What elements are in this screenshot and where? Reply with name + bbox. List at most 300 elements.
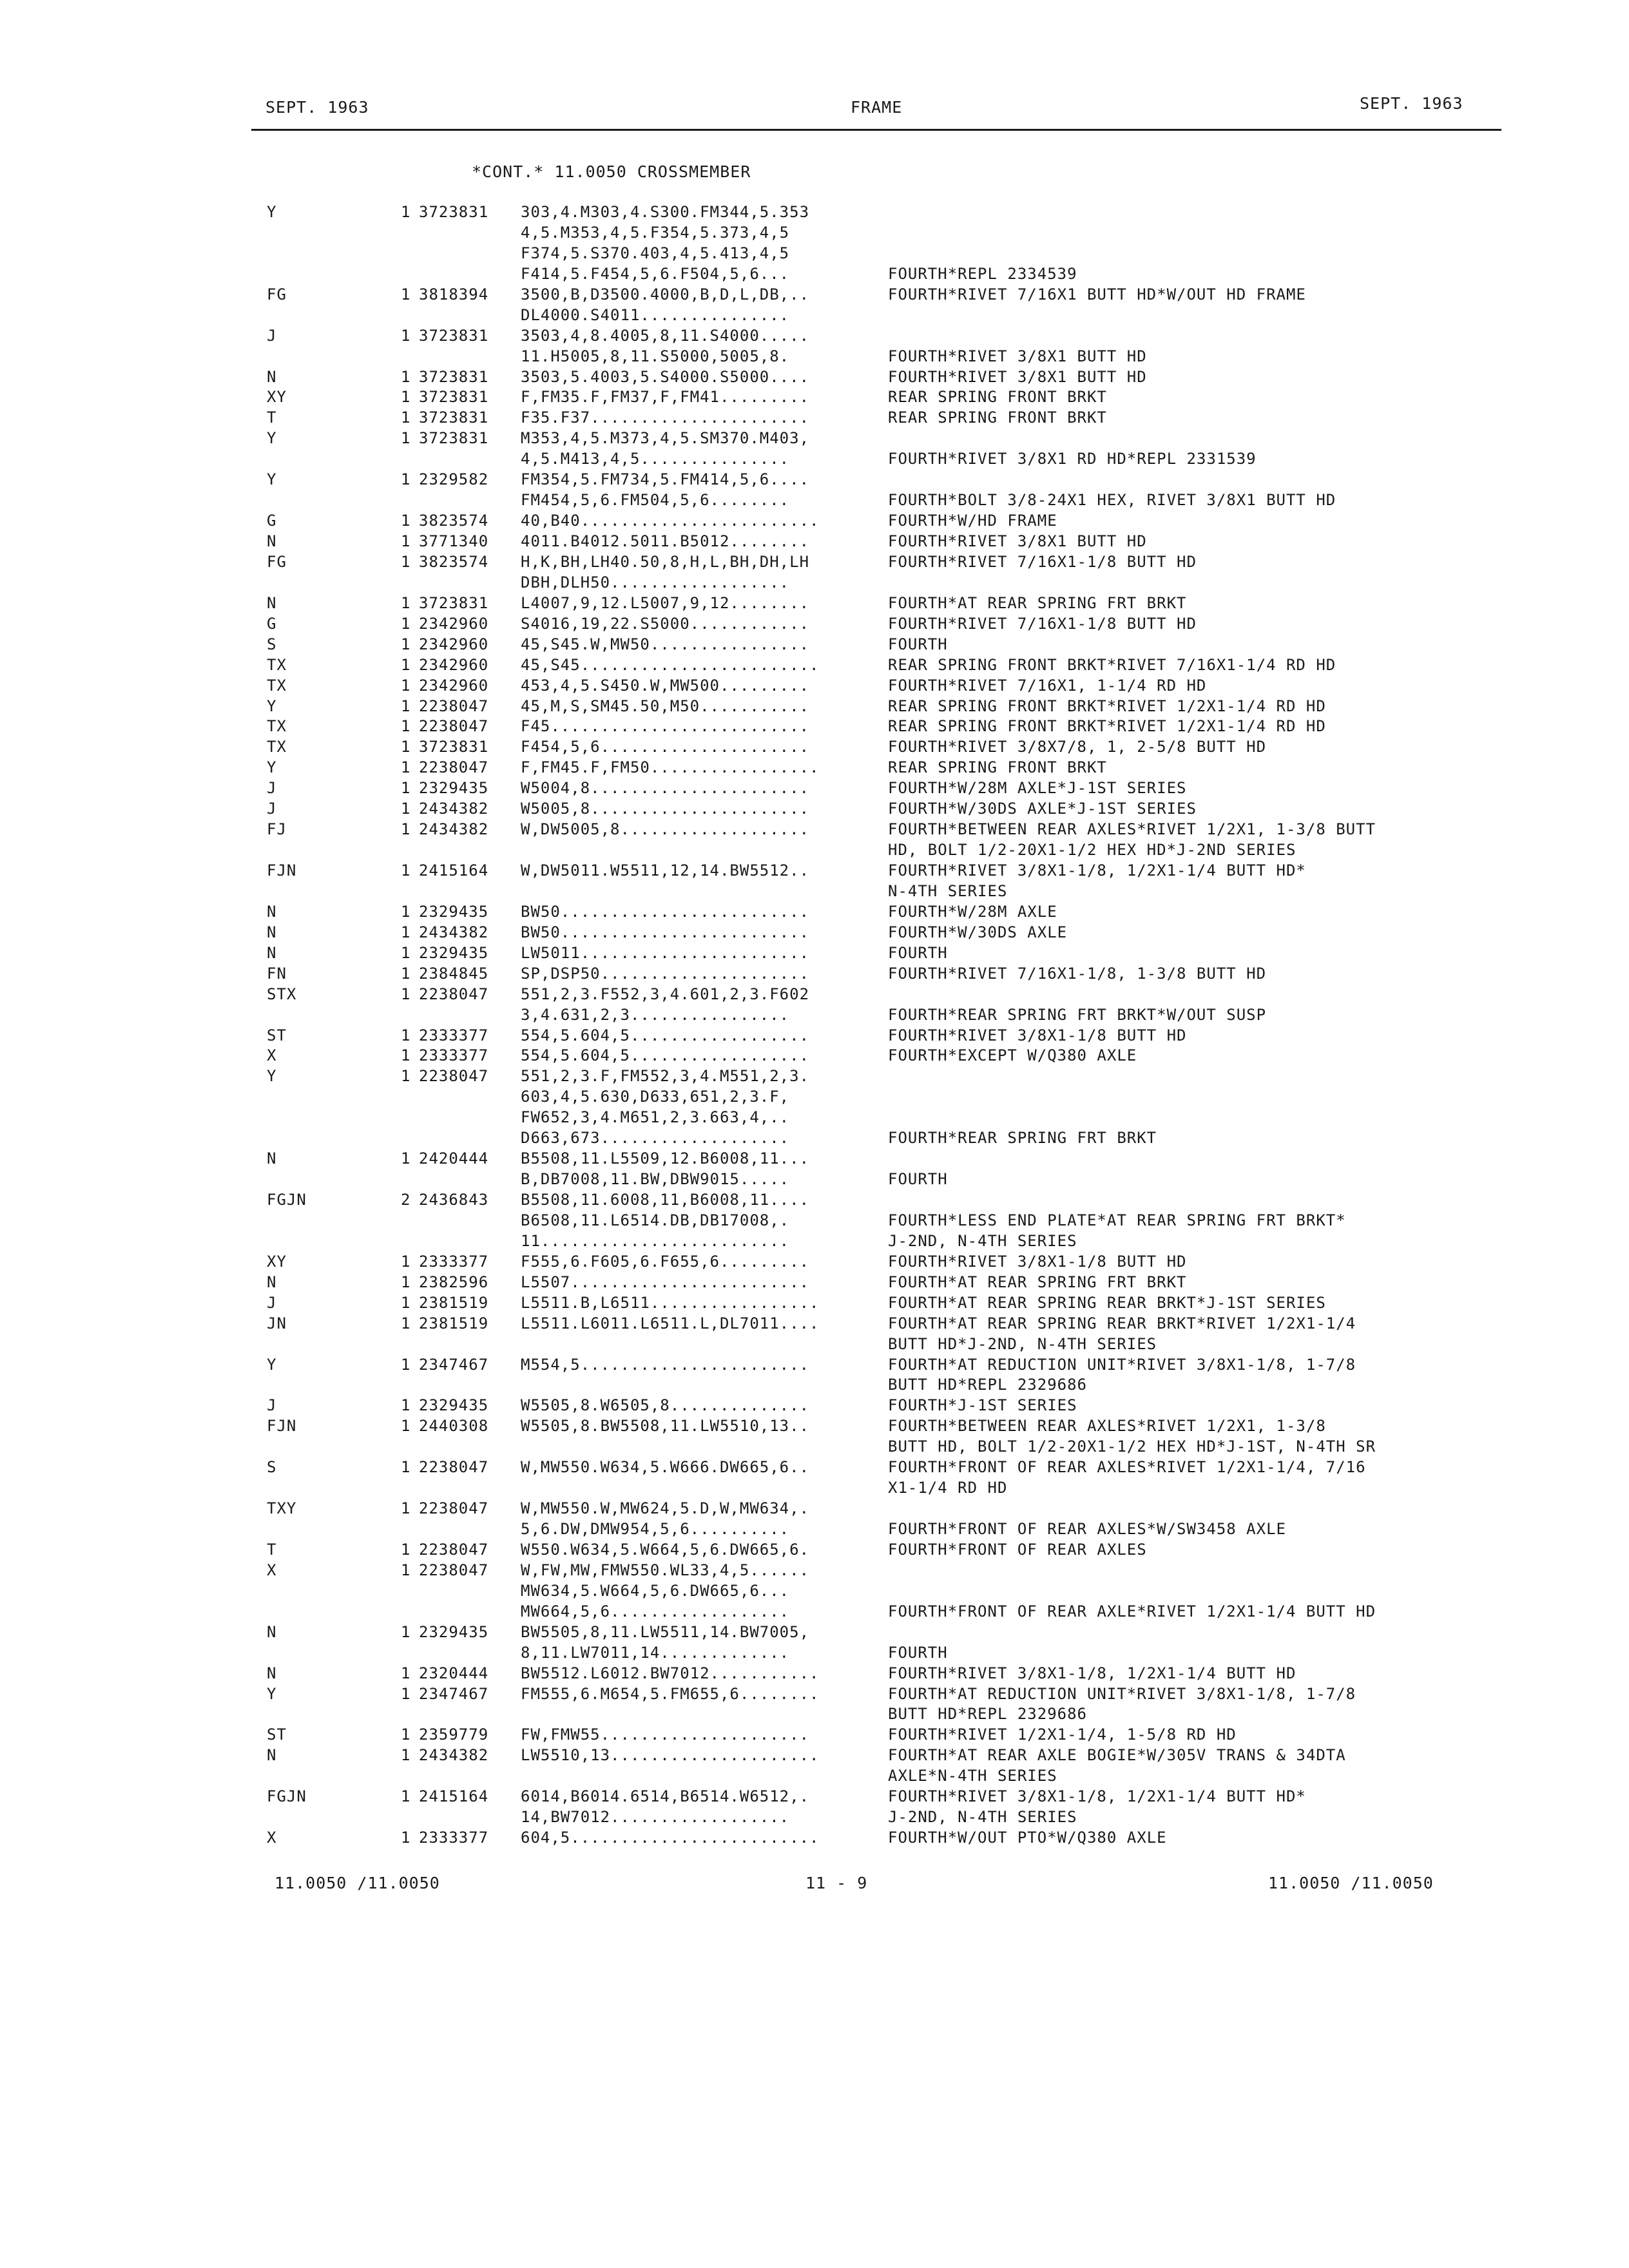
table-row — [0, 820, 1629, 840]
quantity: 1 — [401, 1293, 411, 1312]
part-number: 2415164 — [419, 861, 489, 879]
table-row — [0, 635, 1629, 655]
model-code: J — [267, 1396, 277, 1415]
quantity: 1 — [401, 738, 411, 756]
quantity: 1 — [401, 943, 411, 962]
table-row — [0, 840, 1629, 861]
application: 6014,B6014.6514,B6514.W6512,. — [521, 1787, 810, 1806]
model-code: TXY — [267, 1499, 297, 1518]
quantity: 1 — [401, 1664, 411, 1682]
application: W5005,8...................... — [521, 800, 810, 818]
table-row — [0, 1766, 1629, 1787]
header-section-title: FRAME — [851, 98, 903, 117]
model-code: N — [267, 1664, 277, 1682]
table-row — [0, 367, 1629, 388]
table-row — [0, 1478, 1629, 1499]
quantity: 1 — [401, 655, 411, 674]
description: FOURTH*W/30DS AXLE*J-1ST SERIES — [888, 800, 1197, 818]
model-code: Y — [267, 758, 277, 777]
part-number: 2347467 — [419, 1355, 489, 1374]
description: REAR SPRING FRONT BRKT*RIVET 1/2X1-1/4 RD HD — [888, 697, 1326, 715]
quantity: 1 — [401, 758, 411, 777]
quantity: 1 — [401, 203, 411, 221]
table-row — [0, 1807, 1629, 1828]
model-code: Y — [267, 1355, 277, 1374]
quantity: 1 — [401, 614, 411, 633]
table-row — [0, 1704, 1629, 1725]
table-row — [0, 1211, 1629, 1231]
quantity: 1 — [401, 367, 411, 386]
table-row — [0, 943, 1629, 964]
application: 4,5.M413,4,5............... — [521, 450, 790, 468]
application: 551,2,3.F,FM552,3,4.M551,2,3. — [521, 1067, 810, 1086]
description: FOURTH*AT REDUCTION UNIT*RIVET 3/8X1-1/8, 1-7/8 — [888, 1355, 1356, 1374]
description: FOURTH*RIVET 3/8X7/8, 1, 2-5/8 BUTT HD — [888, 738, 1267, 756]
part-number: 2434382 — [419, 923, 489, 941]
model-code: J — [267, 1293, 277, 1312]
table-row — [0, 490, 1629, 511]
table-row — [0, 1828, 1629, 1849]
model-code: N — [267, 1149, 277, 1168]
application: D663,673................... — [521, 1129, 790, 1148]
application: F45.......................... — [521, 717, 810, 736]
part-number: 3723831 — [419, 593, 489, 612]
application: 3503,5.4003,5.S4000.S5000.... — [521, 367, 810, 386]
quantity: 1 — [401, 820, 411, 839]
model-code: G — [267, 614, 277, 633]
part-number: 2333377 — [419, 1026, 489, 1044]
part-number: 2329582 — [419, 470, 489, 489]
table-row — [0, 1499, 1629, 1519]
model-code: N — [267, 532, 277, 550]
table-row — [0, 264, 1629, 285]
model-code: J — [267, 779, 277, 798]
description: FOURTH*RIVET 1/2X1-1/4, 1-5/8 RD HD — [888, 1725, 1237, 1744]
model-code: X — [267, 1829, 277, 1847]
description: HD, BOLT 1/2-20X1-1/2 HEX HD*J-2ND SERIES — [888, 841, 1296, 860]
description: FOURTH*RIVET 3/8X1 BUTT HD — [888, 532, 1147, 550]
description: J-2ND, N-4TH SERIES — [888, 1808, 1077, 1827]
footer-ref-left: 11.0050 /11.0050 — [275, 1874, 440, 1892]
application: LW5510,13..................... — [521, 1746, 820, 1765]
quantity: 1 — [401, 1046, 411, 1065]
model-code: ST — [267, 1725, 287, 1744]
application: 14,BW7012.................. — [521, 1808, 790, 1827]
table-row — [0, 1561, 1629, 1581]
part-number: 2238047 — [419, 985, 489, 1003]
table-row — [0, 573, 1629, 593]
application: S4016,19,22.S5000............ — [521, 614, 810, 633]
description: FOURTH*J-1ST SERIES — [888, 1396, 1077, 1415]
description: FOURTH*AT REDUCTION UNIT*RIVET 3/8X1-1/8, 1-7/8 — [888, 1684, 1356, 1703]
model-code: N — [267, 1746, 277, 1765]
table-row — [0, 1664, 1629, 1684]
application: 554,5.604,5.................. — [521, 1026, 810, 1044]
quantity: 1 — [401, 800, 411, 818]
application: 453,4,5.S450.W,MW500......... — [521, 676, 810, 695]
part-number: 2238047 — [419, 1067, 489, 1086]
table-row — [0, 1375, 1629, 1396]
quantity: 1 — [401, 717, 411, 736]
application: F35.F37...................... — [521, 408, 810, 427]
model-code: N — [267, 923, 277, 941]
model-code: T — [267, 408, 277, 427]
quantity: 2 — [401, 1191, 411, 1209]
quantity: 1 — [401, 985, 411, 1003]
model-code: N — [267, 1273, 277, 1291]
model-code: J — [267, 326, 277, 345]
application: H,K,BH,LH40.50,8,H,L,BH,DH,LH — [521, 552, 810, 571]
table-row — [0, 861, 1629, 881]
footer-page-number: 11 - 9 — [805, 1874, 868, 1892]
model-code: Y — [267, 429, 277, 448]
quantity: 1 — [401, 408, 411, 427]
quantity: 1 — [401, 1458, 411, 1477]
model-code: Y — [267, 470, 277, 489]
description: FOURTH*RIVET 3/8X1 RD HD*REPL 2331539 — [888, 450, 1257, 468]
description: BUTT HD*J-2ND, N-4TH SERIES — [888, 1334, 1157, 1353]
quantity: 1 — [401, 1252, 411, 1271]
model-code: J — [267, 800, 277, 818]
part-number: 2434382 — [419, 820, 489, 839]
table-row — [0, 1273, 1629, 1293]
quantity: 1 — [401, 923, 411, 941]
table-row — [0, 614, 1629, 635]
application: 11......................... — [521, 1231, 790, 1250]
model-code: FG — [267, 285, 287, 303]
description: FOURTH*AT REAR AXLE BOGIE*W/305V TRANS & 34DTA — [888, 1746, 1346, 1765]
description: FOURTH — [888, 1643, 948, 1662]
application: B6508,11.L6514.DB,DB17008,. — [521, 1211, 790, 1229]
quantity: 1 — [401, 285, 411, 303]
model-code: N — [267, 902, 277, 921]
part-number: 2238047 — [419, 758, 489, 777]
part-number: 3823574 — [419, 552, 489, 571]
application: 603,4,5.630,D633,651,2,3.F, — [521, 1088, 790, 1106]
description: FOURTH*BOLT 3/8-24X1 HEX, RIVET 3/8X1 BUTT HD — [888, 491, 1336, 510]
application: BW50......................... — [521, 923, 810, 941]
quantity: 1 — [401, 1540, 411, 1559]
model-code: N — [267, 593, 277, 612]
model-code: FJ — [267, 820, 287, 839]
table-row — [0, 737, 1629, 758]
application: 5,6.DW,DMW954,5,6.......... — [521, 1520, 790, 1538]
model-code: ST — [267, 1026, 287, 1044]
model-code: TX — [267, 655, 287, 674]
description: FOURTH*REAR SPRING FRT BRKT — [888, 1129, 1157, 1148]
table-row — [0, 1745, 1629, 1766]
application: B,DB7008,11.BW,DBW9015..... — [521, 1170, 790, 1189]
part-number: 2329435 — [419, 943, 489, 962]
application: F,FM35.F,FM37,F,FM41......... — [521, 388, 810, 407]
table-row — [0, 305, 1629, 326]
description: FOURTH*FRONT OF REAR AXLE*RIVET 1/2X1-1/4 BUTT HD — [888, 1602, 1376, 1620]
part-number: 3723831 — [419, 203, 489, 221]
model-code: FJN — [267, 1417, 297, 1436]
description: FOURTH*RIVET 3/8X1-1/8 BUTT HD — [888, 1252, 1187, 1271]
application: MW664,5,6.................. — [521, 1602, 790, 1620]
table-row — [0, 1149, 1629, 1169]
description: FOURTH*W/30DS AXLE — [888, 923, 1068, 941]
table-row — [0, 511, 1629, 532]
description: FOURTH*RIVET 7/16X1-1/8 BUTT HD — [888, 552, 1197, 571]
quantity: 1 — [401, 1314, 411, 1332]
application: FW652,3,4.M651,2,3.663,4,.. — [521, 1108, 790, 1127]
description: FOURTH*RIVET 7/16X1, 1-1/4 RD HD — [888, 676, 1207, 695]
description: REAR SPRING FRONT BRKT*RIVET 1/2X1-1/4 RD HD — [888, 717, 1326, 736]
quantity: 1 — [401, 1829, 411, 1847]
application: 3503,4,8.4005,8,11.S4000..... — [521, 326, 810, 345]
table-row — [0, 347, 1629, 367]
part-number: 2440308 — [419, 1417, 489, 1436]
part-number: 3823574 — [419, 512, 489, 530]
description: FOURTH*RIVET 7/16X1-1/8, 1-3/8 BUTT HD — [888, 964, 1267, 983]
table-row — [0, 1725, 1629, 1745]
table-row — [0, 1334, 1629, 1355]
part-number: 2434382 — [419, 1746, 489, 1765]
description: FOURTH*FRONT OF REAR AXLES — [888, 1540, 1147, 1559]
application: W5505,8.W6505,8.............. — [521, 1396, 810, 1415]
table-row — [0, 1355, 1629, 1376]
table-row — [0, 985, 1629, 1005]
application: 3500,B,D3500.4000,B,D,L,DB,.. — [521, 285, 810, 303]
part-number: 2238047 — [419, 697, 489, 715]
part-number: 2420444 — [419, 1149, 489, 1168]
quantity: 1 — [401, 1787, 411, 1806]
model-code: FJN — [267, 861, 297, 879]
application: F555,6.F605,6.F655,6......... — [521, 1252, 810, 1271]
quantity: 1 — [401, 1746, 411, 1765]
description: FOURTH*BETWEEN REAR AXLES*RIVET 1/2X1, 1-3/8 BUTT — [888, 820, 1376, 839]
quantity: 1 — [401, 512, 411, 530]
part-number: 2342960 — [419, 676, 489, 695]
table-row — [0, 902, 1629, 923]
part-number: 2381519 — [419, 1314, 489, 1332]
description: REAR SPRING FRONT BRKT — [888, 758, 1107, 777]
table-row — [0, 387, 1629, 408]
part-number: 2434382 — [419, 800, 489, 818]
quantity: 1 — [401, 1149, 411, 1168]
description: FOURTH*RIVET 3/8X1 BUTT HD — [888, 347, 1147, 365]
application: 45,M,S,SM45.50,M50........... — [521, 697, 810, 715]
description: REAR SPRING FRONT BRKT*RIVET 7/16X1-1/4 RD HD — [888, 655, 1336, 674]
application: F,FM45.F,FM50................. — [521, 758, 820, 777]
table-row — [0, 1231, 1629, 1252]
application: 554,5.604,5.................. — [521, 1046, 810, 1065]
table-row — [0, 428, 1629, 449]
table-row — [0, 1314, 1629, 1334]
model-code: FG — [267, 552, 287, 571]
header-date-right: SEPT. 1963 — [1360, 94, 1463, 113]
table-row — [0, 532, 1629, 552]
application: L5507........................ — [521, 1273, 810, 1291]
application: FM555,6.M654,5.FM655,6........ — [521, 1684, 820, 1703]
quantity: 1 — [401, 1684, 411, 1703]
table-row — [0, 1066, 1629, 1087]
part-number: 2342960 — [419, 655, 489, 674]
table-row — [0, 202, 1629, 223]
model-code: STX — [267, 985, 297, 1003]
description: FOURTH*EXCEPT W/Q380 AXLE — [888, 1046, 1137, 1065]
table-row — [0, 1581, 1629, 1602]
description: FOURTH*BETWEEN REAR AXLES*RIVET 1/2X1, 1-3/8 — [888, 1417, 1326, 1436]
table-row — [0, 1396, 1629, 1416]
application: FM354,5.FM734,5.FM414,5,6.... — [521, 470, 810, 489]
table-row — [0, 1293, 1629, 1314]
quantity: 1 — [401, 1499, 411, 1518]
model-code: XY — [267, 388, 287, 407]
application: BW50......................... — [521, 902, 810, 921]
quantity: 1 — [401, 1067, 411, 1086]
application: F414,5.F454,5,6.F504,5,6... — [521, 264, 790, 283]
table-row — [0, 449, 1629, 470]
model-code: G — [267, 512, 277, 530]
table-row — [0, 408, 1629, 428]
model-code: FGJN — [267, 1191, 307, 1209]
model-code: S — [267, 1458, 277, 1477]
part-number: 2342960 — [419, 614, 489, 633]
quantity: 1 — [401, 1273, 411, 1291]
description: FOURTH*RIVET 3/8X1-1/8 BUTT HD — [888, 1026, 1187, 1044]
part-number: 2329435 — [419, 779, 489, 798]
application: SP,DSP50..................... — [521, 964, 810, 983]
description: J-2ND, N-4TH SERIES — [888, 1231, 1077, 1250]
application: DBH,DLH50.................. — [521, 573, 790, 591]
application: W5004,8...................... — [521, 779, 810, 798]
part-number: 2333377 — [419, 1252, 489, 1271]
part-number: 3818394 — [419, 285, 489, 303]
table-row — [0, 244, 1629, 264]
application: W,DW5011.W5511,12,14.BW5512.. — [521, 861, 810, 879]
table-row — [0, 1169, 1629, 1190]
quantity: 1 — [401, 470, 411, 489]
part-number: 2320444 — [419, 1664, 489, 1682]
description: BUTT HD, BOLT 1/2-20X1-1/2 HEX HD*J-1ST, N-4TH SR — [888, 1437, 1376, 1456]
table-row — [0, 1540, 1629, 1561]
table-row — [0, 1457, 1629, 1478]
part-number: 2329435 — [419, 1622, 489, 1641]
application: 3,4.631,2,3................ — [521, 1005, 790, 1024]
quantity: 1 — [401, 1561, 411, 1579]
quantity: 1 — [401, 1725, 411, 1744]
model-code: N — [267, 1622, 277, 1641]
quantity: 1 — [401, 861, 411, 879]
description: FOURTH*LESS END PLATE*AT REAR SPRING FRT BRKT* — [888, 1211, 1346, 1229]
part-number: 3771340 — [419, 532, 489, 550]
table-row — [0, 1519, 1629, 1540]
quantity: 1 — [401, 429, 411, 448]
application: B5508,11.6008,11,B6008,11.... — [521, 1191, 810, 1209]
model-code: Y — [267, 1684, 277, 1703]
application: 303,4.M303,4.S300.FM344,5.353 — [521, 203, 810, 221]
description: BUTT HD*REPL 2329686 — [888, 1705, 1087, 1724]
table-row — [0, 285, 1629, 305]
table-row — [0, 1190, 1629, 1211]
model-code: TX — [267, 717, 287, 736]
header-rule — [251, 129, 1501, 131]
table-row — [0, 552, 1629, 573]
application: M353,4,5.M373,4,5.SM370.M403, — [521, 429, 810, 448]
description: FOURTH*FRONT OF REAR AXLES*W/SW3458 AXLE — [888, 1520, 1286, 1538]
model-code: N — [267, 943, 277, 962]
description: FOURTH*RIVET 3/8X1-1/8, 1/2X1-1/4 BUTT HD* — [888, 1787, 1306, 1806]
description: N-4TH SERIES — [888, 881, 1008, 900]
description: FOURTH*W/HD FRAME — [888, 512, 1057, 530]
description: X1-1/4 RD HD — [888, 1479, 1008, 1497]
description: FOURTH*RIVET 3/8X1-1/8, 1/2X1-1/4 BUTT HD — [888, 1664, 1296, 1682]
table-row — [0, 223, 1629, 244]
model-code: S — [267, 635, 277, 653]
model-code: FGJN — [267, 1787, 307, 1806]
table-row — [0, 593, 1629, 614]
description: FOURTH*REAR SPRING FRT BRKT*W/OUT SUSP — [888, 1005, 1267, 1024]
part-number: 2415164 — [419, 1787, 489, 1806]
part-number: 2381519 — [419, 1293, 489, 1312]
quantity: 1 — [401, 552, 411, 571]
application: DL4000.S4011............... — [521, 305, 790, 324]
part-number: 2436843 — [419, 1191, 489, 1209]
section-title: *CONT.* 11.0050 CROSSMEMBER — [472, 162, 751, 181]
description: REAR SPRING FRONT BRKT — [888, 388, 1107, 407]
description: FOURTH*FRONT OF REAR AXLES*RIVET 1/2X1-1/4, 7/16 — [888, 1458, 1366, 1477]
description: FOURTH*W/28M AXLE — [888, 902, 1057, 921]
model-code: Y — [267, 1067, 277, 1086]
table-row — [0, 1005, 1629, 1026]
model-code: Y — [267, 697, 277, 715]
table-row — [0, 923, 1629, 943]
application: 45,S45.W,MW50................ — [521, 635, 810, 653]
table-row — [0, 470, 1629, 490]
table-row — [0, 1684, 1629, 1705]
table-row — [0, 778, 1629, 799]
part-number: 2342960 — [419, 635, 489, 653]
table-row — [0, 326, 1629, 347]
model-code: N — [267, 367, 277, 386]
model-code: TX — [267, 676, 287, 695]
quantity: 1 — [401, 676, 411, 695]
part-number: 3723831 — [419, 367, 489, 386]
description: FOURTH*REPL 2334539 — [888, 264, 1077, 283]
application: 40,B40........................ — [521, 512, 820, 530]
application: 8,11.LW7011,14............. — [521, 1643, 790, 1662]
description: FOURTH — [888, 635, 948, 653]
model-code: X — [267, 1561, 277, 1579]
description: REAR SPRING FRONT BRKT — [888, 408, 1107, 427]
model-code: X — [267, 1046, 277, 1065]
part-number: 2238047 — [419, 1561, 489, 1579]
table-row — [0, 964, 1629, 985]
description: AXLE*N-4TH SERIES — [888, 1767, 1057, 1785]
quantity: 1 — [401, 593, 411, 612]
application: L4007,9,12.L5007,9,12........ — [521, 593, 810, 612]
application: MW634,5.W664,5,6.DW665,6... — [521, 1581, 790, 1600]
quantity: 1 — [401, 902, 411, 921]
header-date-left: SEPT. 1963 — [265, 98, 369, 117]
quantity: 1 — [401, 779, 411, 798]
application: B5508,11.L5509,12.B6008,11... — [521, 1149, 810, 1168]
table-row — [0, 1087, 1629, 1108]
footer-ref-right: 11.0050 /11.0050 — [1268, 1874, 1434, 1892]
application: W5505,8.BW5508,11.LW5510,13.. — [521, 1417, 810, 1436]
part-number: 2329435 — [419, 902, 489, 921]
part-number: 3723831 — [419, 408, 489, 427]
table-row — [0, 1787, 1629, 1807]
table-row — [0, 758, 1629, 778]
application: FM454,5,6.FM504,5,6........ — [521, 491, 790, 510]
description: FOURTH*RIVET 3/8X1 BUTT HD — [888, 367, 1147, 386]
part-number: 2333377 — [419, 1046, 489, 1065]
table-row — [0, 697, 1629, 717]
